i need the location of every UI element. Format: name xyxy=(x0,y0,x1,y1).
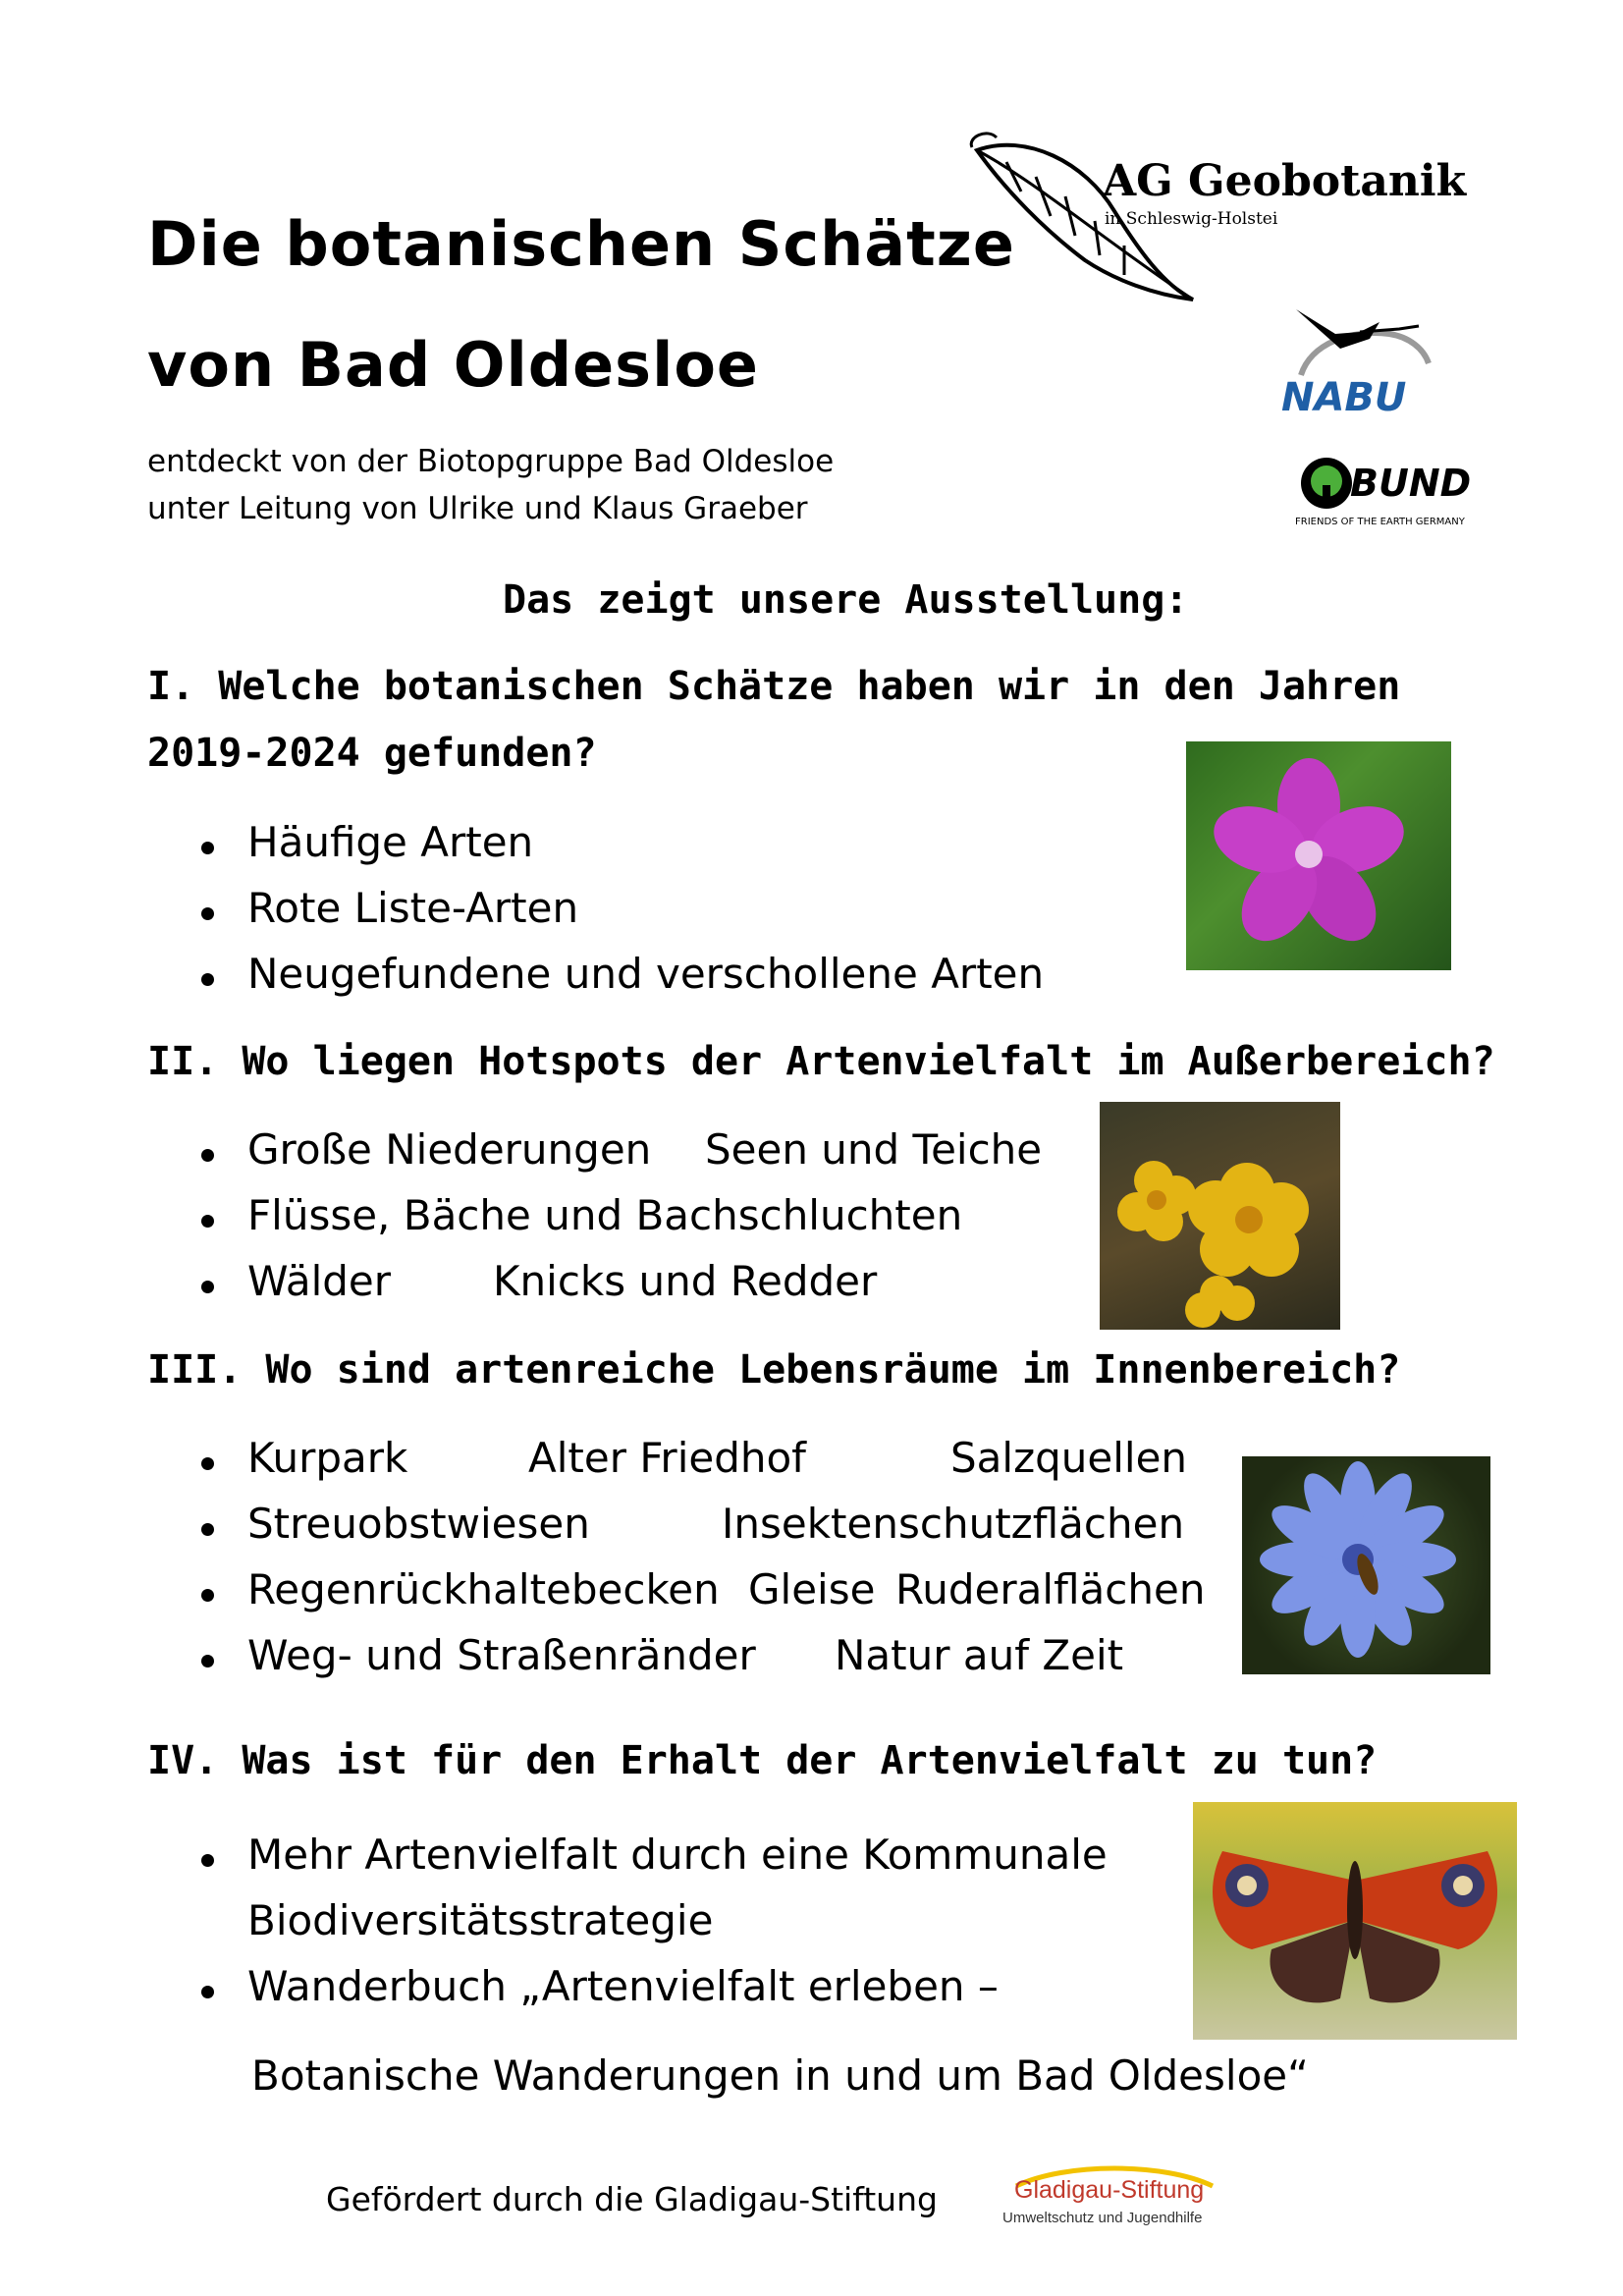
yellow-marsh-marigold-photo xyxy=(1100,1102,1340,1330)
bullet xyxy=(201,1854,214,1867)
list-item: Mehr Artenvielfalt durch eine Kommunale xyxy=(247,1831,1108,1879)
ag-geobotanik-logo xyxy=(967,123,1467,304)
list-item: Rote Liste-Arten xyxy=(247,884,579,932)
gladigau-logo xyxy=(997,2160,1232,2239)
list-item: Neugefundene und verschollene Arten xyxy=(247,950,1045,998)
page-title-line-2: von Bad Oldesloe xyxy=(147,329,759,401)
list-item: Wälder xyxy=(247,1257,392,1305)
ag-geobotanik-name: AG Geobotanik xyxy=(1103,156,1467,206)
list-item: Regenrückhaltebecken xyxy=(247,1565,720,1613)
peacock-butterfly-photo xyxy=(1193,1802,1517,2040)
bullet xyxy=(201,842,214,854)
bund-sub: FRIENDS OF THE EARTH GERMANY xyxy=(1295,517,1465,527)
bullet xyxy=(201,1589,214,1602)
bund-name: BUND xyxy=(1350,462,1472,505)
bund-emblem-icon xyxy=(1299,456,1354,511)
list-item-continued: Biodiversitätsstrategie xyxy=(247,1896,714,1944)
section-1-heading-line-1: I. Welche botanischen Schätze haben wir in den Jahren xyxy=(147,664,1401,709)
section-1-heading-line-2: 2019-2024 gefunden? xyxy=(147,731,597,776)
bullet xyxy=(201,1215,214,1228)
list-item: Wanderbuch „Artenvielfalt erleben – xyxy=(247,1962,999,2010)
nabu-logo xyxy=(1281,304,1443,422)
bullet xyxy=(201,1986,214,1998)
gladigau-sub: Umweltschutz und Jugendhilfe xyxy=(1002,2210,1203,2226)
list-item-continued: Botanische Wanderungen in und um Bad Oldesloe“ xyxy=(251,2051,1309,2100)
section-3-heading: III. Wo sind artenreiche Lebensräume im Innenbereich? xyxy=(147,1347,1401,1393)
bullet xyxy=(201,973,214,986)
bullet xyxy=(201,1457,214,1470)
list-item-secondary: Gleise xyxy=(748,1565,876,1613)
bullet xyxy=(201,1281,214,1293)
bund-logo xyxy=(1281,454,1488,532)
bullet xyxy=(201,1655,214,1667)
list-item-secondary: Knicks und Redder xyxy=(493,1257,878,1305)
list-item: Große Niederungen xyxy=(247,1125,652,1174)
list-item-tertiary: Salzquellen xyxy=(950,1434,1188,1482)
bullet xyxy=(201,1523,214,1536)
bullet xyxy=(201,1149,214,1162)
page-title-line-1: Die botanischen Schätze xyxy=(147,208,1015,280)
list-item-secondary: Alter Friedhof xyxy=(528,1434,806,1482)
nabu-name: NABU xyxy=(1281,375,1407,420)
list-item: Häufige Arten xyxy=(247,818,534,866)
blue-chicory-flower-photo xyxy=(1242,1456,1490,1674)
ag-geobotanik-sub: in Schleswig-Holstei xyxy=(1105,209,1278,229)
list-item: Flüsse, Bäche und Bachschluchten xyxy=(247,1191,963,1239)
pink-geranium-flower-photo xyxy=(1186,741,1451,970)
stork-icon xyxy=(1281,304,1443,378)
section-4-heading: IV. Was ist für den Erhalt der Artenvielfalt zu tun? xyxy=(147,1738,1378,1783)
list-item-secondary: Natur auf Zeit xyxy=(835,1631,1124,1679)
list-item-secondary: Seen und Teiche xyxy=(705,1125,1043,1174)
subtitle-line-1: entdeckt von der Biotopgruppe Bad Oldesloe xyxy=(147,444,835,479)
sponsor-text: Gefördert durch die Gladigau-Stiftung xyxy=(326,2180,938,2218)
list-item: Kurpark xyxy=(247,1434,408,1482)
subtitle-line-2: unter Leitung von Ulrike und Klaus Graeber xyxy=(147,491,808,526)
section-2-heading: II. Wo liegen Hotspots der Artenvielfalt im Außerbereich? xyxy=(147,1039,1495,1084)
list-item: Streuobstwiesen xyxy=(247,1500,590,1548)
list-item: Weg- und Straßenränder xyxy=(247,1631,756,1679)
list-item-tertiary: Ruderalflächen xyxy=(895,1565,1206,1613)
bullet xyxy=(201,907,214,920)
list-item-secondary: Insektenschutzflächen xyxy=(722,1500,1185,1548)
exhibition-heading: Das zeigt unsere Ausstellung: xyxy=(503,577,1189,623)
gladigau-name: Gladigau-Stiftung xyxy=(1014,2176,1205,2204)
